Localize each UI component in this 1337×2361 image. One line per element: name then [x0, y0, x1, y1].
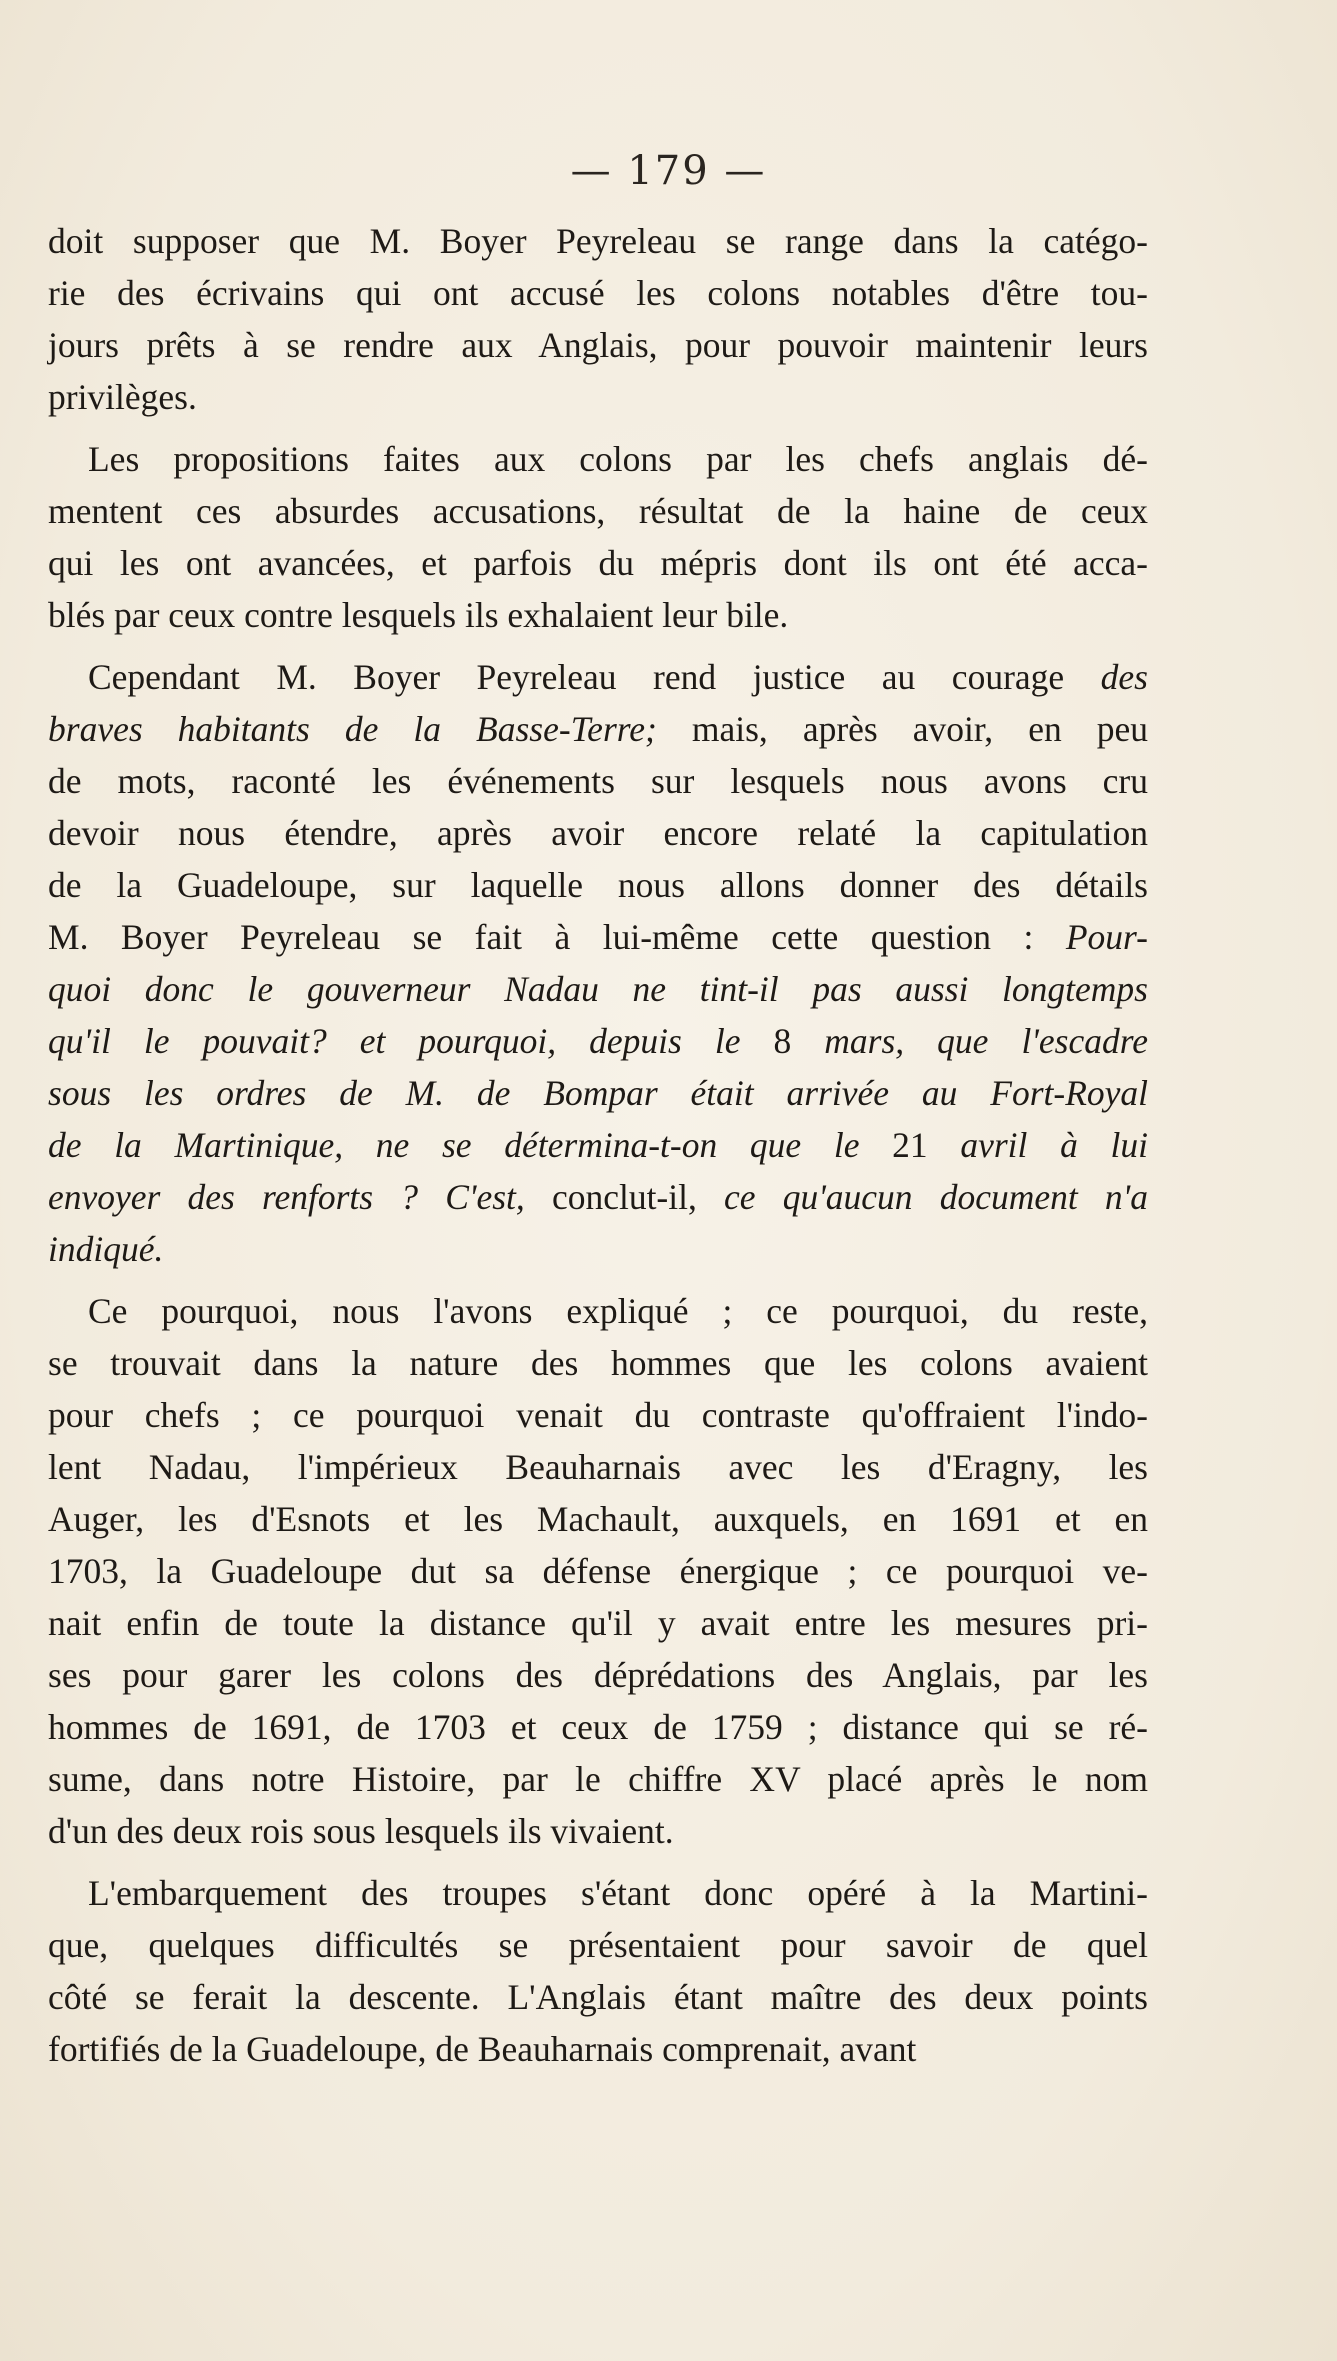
text-run: ses pour garer les colons des déprédations des Anglais, par les: [48, 1655, 1148, 1695]
text-line: [48, 1493, 1148, 1545]
text-line: [48, 1285, 1148, 1337]
paragraph: [48, 215, 1148, 423]
paragraph: [48, 1285, 1148, 1857]
text-run: Ce pourquoi, nous l'avons expliqué ; ce pourquoi, du reste,: [88, 1291, 1148, 1331]
text-line: [48, 1971, 1148, 2023]
text-line: [48, 537, 1148, 589]
italic-run: envoyer des renforts ? C'est,: [48, 1177, 525, 1217]
body-text: [48, 215, 1148, 2075]
text-line: [48, 1597, 1148, 1649]
text-run: 21: [892, 1125, 928, 1165]
text-run: 8: [773, 1021, 792, 1061]
text-line: [48, 1441, 1148, 1493]
italic-run: braves habitants de la Basse-Terre;: [48, 709, 657, 749]
text-run: privilèges.: [48, 377, 197, 417]
italic-run: quoi donc le gouverneur Nadau ne tint-il pas aussi longtemps: [48, 969, 1148, 1009]
paragraph: [48, 433, 1148, 641]
text-run: sume, dans notre Histoire, par le chiffre XV placé après le nom: [48, 1759, 1148, 1799]
text-line: [48, 859, 1148, 911]
text-line: [48, 371, 1148, 423]
text-line: [48, 433, 1148, 485]
text-line: [48, 963, 1148, 1015]
italic-run: avril à lui: [927, 1125, 1148, 1165]
text-line: [48, 485, 1148, 537]
text-run: conclut-il,: [524, 1177, 725, 1217]
text-run: de mots, raconté les événements sur lesquels nous avons cru: [48, 761, 1148, 801]
text-line: [48, 1223, 1148, 1275]
text-run: pour chefs ; ce pourquoi venait du contraste qu'offraient l'indo-: [48, 1395, 1148, 1435]
text-run: mais, après avoir, en peu: [656, 709, 1148, 749]
text-line: [48, 2023, 1148, 2075]
text-run: que, quelques difficultés se présentaient pour savoir de quel: [48, 1925, 1148, 1965]
italic-run: ce qu'aucun document n'a: [724, 1177, 1148, 1217]
text-line: [48, 1389, 1148, 1441]
text-run: 1703, la Guadeloupe dut sa défense énergique ; ce pourquoi ve-: [48, 1551, 1148, 1591]
text-run: lent Nadau, l'impérieux Beauharnais avec les d'Eragny, les: [48, 1447, 1148, 1487]
text-line: [48, 1701, 1148, 1753]
italic-run: mars, que l'escadre: [791, 1021, 1148, 1061]
text-run: qui les ont avancées, et parfois du mépris dont ils ont été acca-: [48, 543, 1148, 583]
text-line: [48, 703, 1148, 755]
text-line: [48, 1919, 1148, 1971]
text-run: hommes de 1691, de 1703 et ceux de 1759 ; distance qui se ré-: [48, 1707, 1148, 1747]
text-line: [48, 1015, 1148, 1067]
text-line: [48, 1337, 1148, 1389]
text-line: [48, 1545, 1148, 1597]
text-line: [48, 1067, 1148, 1119]
text-line: [48, 1649, 1148, 1701]
text-run: rie des écrivains qui ont accusé les colons notables d'être tou-: [48, 273, 1148, 313]
text-run: Les propositions faites aux colons par les chefs anglais dé-: [88, 439, 1148, 479]
text-line: [48, 755, 1148, 807]
text-line: [48, 589, 1148, 641]
paragraph: [48, 651, 1148, 1275]
text-run: fortifiés de la Guadeloupe, de Beauharnais comprenait, avant: [48, 2029, 917, 2069]
italic-run: indiqué.: [48, 1229, 164, 1269]
italic-run: Pour-: [1065, 917, 1148, 957]
page-number: — 179 —: [570, 148, 767, 194]
paragraph: [48, 1867, 1148, 2075]
text-run: blés par ceux contre lesquels ils exhalaient leur bile.: [48, 595, 789, 635]
text-run: L'embarquement des troupes s'étant donc opéré à la Martini-: [88, 1873, 1148, 1913]
text-line: [48, 807, 1148, 859]
text-run: jours prêts à se rendre aux Anglais, pour pouvoir maintenir leurs: [48, 325, 1148, 365]
text-run: nait enfin de toute la distance qu'il y avait entre les mesures pri-: [48, 1603, 1148, 1643]
italic-run: de la Martinique, ne se détermina-t-on que le: [48, 1125, 893, 1165]
text-line: [48, 1119, 1148, 1171]
text-run: mentent ces absurdes accusations, résultat de la haine de ceux: [48, 491, 1148, 531]
text-line: [48, 1867, 1148, 1919]
text-run: devoir nous étendre, après avoir encore relaté la capitulation: [48, 813, 1148, 853]
text-line: [48, 1805, 1148, 1857]
text-run: côté se ferait la descente. L'Anglais étant maître des deux points: [48, 1977, 1148, 2017]
text-run: Cependant M. Boyer Peyreleau rend justice au courage: [88, 657, 1101, 697]
text-run: d'un des deux rois sous lesquels ils vivaient.: [48, 1811, 674, 1851]
text-line: [48, 1171, 1148, 1223]
italic-run: qu'il le pouvait? et pourquoi, depuis le: [48, 1021, 774, 1061]
text-line: [48, 215, 1148, 267]
text-line: [48, 319, 1148, 371]
text-line: [48, 651, 1148, 703]
text-run: de la Guadeloupe, sur laquelle nous allons donner des détails: [48, 865, 1148, 905]
text-run: M. Boyer Peyreleau se fait à lui-même cette question :: [48, 917, 1066, 957]
text-run: se trouvait dans la nature des hommes que les colons avaient: [48, 1343, 1148, 1383]
text-run: doit supposer que M. Boyer Peyreleau se range dans la catégo-: [48, 221, 1148, 261]
text-line: [48, 1753, 1148, 1805]
text-run: Auger, les d'Esnots et les Machault, auxquels, en 1691 et en: [48, 1499, 1148, 1539]
text-line: [48, 911, 1148, 963]
italic-run: sous les ordres de M. de Bompar était arrivée au Fort-Royal: [48, 1073, 1148, 1113]
text-line: [48, 267, 1148, 319]
italic-run: des: [1100, 657, 1148, 697]
